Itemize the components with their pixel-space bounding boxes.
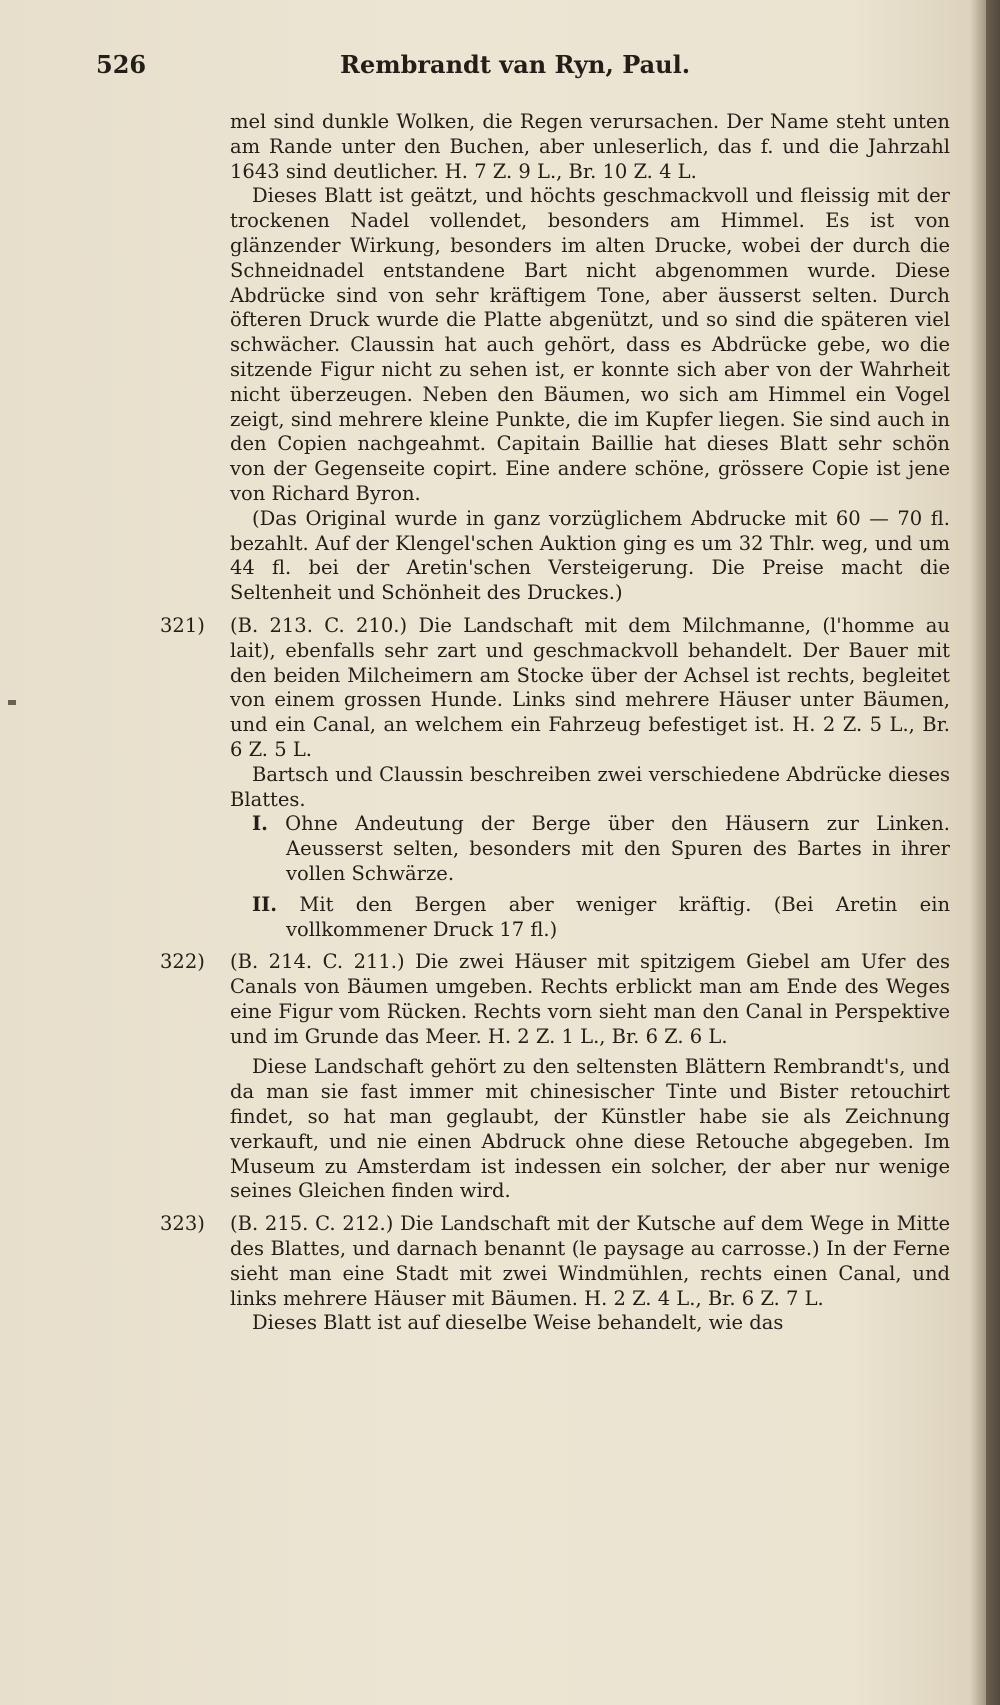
- entry-description: (B. 215. C. 212.) Die Landschaft mit der Kutsche auf dem Wege in Mitte des Blattes, und darnach benannt (le paysage au carrosse.) In der Ferne sieht man eine Stadt mit zwei Windmühlen, rechts einen Canal, und links mehrere Häuser mit Bäumen. H. 2 Z. 4 L., Br. 6 Z. 7 L.: [230, 1212, 950, 1310]
- page-header: [0, 50, 1000, 90]
- intro-paragraph: mel sind dunkle Wolken, die Regen verursachen. Der Name steht unten am Rande unter den Buchen, aber unleserlich, das f. und die Jahrzahl 1643 sind deutlicher. H. 7 Z. 9 L., Br. 10 Z. 4 L.: [230, 110, 950, 183]
- entry-number: 322): [160, 950, 205, 974]
- entry-description: (B. 214. C. 211.) Die zwei Häuser mit spitzigem Giebel am Ufer des Canals von Bäumen umgeben. Rechts erblickt man am Ende des Weges eine Figur vom Rücken. Rechts vorn sieht man den Canal in Perspektive und im Grunde das Meer. H. 2 Z. 1 L., Br. 6 Z. 6 L.: [230, 950, 950, 1048]
- catalog-entry-323: [160, 1212, 950, 1336]
- entry-note: Bartsch und Claussin beschreiben zwei verschiedene Abdrücke dieses Blattes.: [230, 762, 950, 811]
- state-roman: II.: [252, 892, 278, 916]
- state-text: Ohne Andeutung der Berge über den Häusern zur Linken. Aeusserst selten, besonders mit den Spuren des Bartes in ihrer vollen Schwärze.: [285, 812, 950, 885]
- state-list: [252, 812, 950, 942]
- page-edge: [986, 0, 1000, 1705]
- catalog-entry-322: [160, 950, 950, 1204]
- catalog-entry-321: [160, 613, 951, 942]
- running-title: Rembrandt van Ryn, Paul.: [340, 50, 691, 79]
- state-item: [252, 893, 950, 943]
- margin-mark: [8, 700, 16, 705]
- entry-note: Dieses Blatt ist auf dieselbe Weise behandelt, wie das: [252, 1311, 784, 1335]
- state-text: Mit den Bergen aber weniger kräftig. (Bei Aretin ein vollkommener Druck 17 fl.): [286, 892, 951, 941]
- body-text: [160, 110, 951, 1336]
- entry-number: 323): [160, 1212, 205, 1236]
- entry-number: 321): [160, 613, 205, 637]
- page-number: 526: [96, 50, 147, 79]
- state-item: [252, 812, 950, 886]
- entry-description: (B. 213. C. 210.) Die Landschaft mit dem Milchmanne, (l'homme au lait), ebenfalls sehr zart und geschmackvoll behandelt. Der Bauer mit den beiden Milcheimern am Stocke über der Achsel ist rechts, begleitet von einem grossen Hunde. Links sind mehrere Häuser unter Bäumen, und ein Canal, an welchem ein Fahrzeug befestiget ist. H. 2 Z. 5 L., Br. 6 Z. 5 L.: [230, 613, 950, 761]
- entry-note: Diese Landschaft gehört zu den seltensten Blättern Rembrandt's, und da man sie fast immer mit chinesischer Tinte und Bister retouchirt findet, so hat man geglaubt, der Künstler habe sie als Zeichnung verkauft, und nie einen Abdruck ohne diese Retouche abgegeben. Im Museum zu Amsterdam ist indessen ein solcher, der aber nur wenige seines Gleichen finden wird.: [230, 1055, 950, 1203]
- intro-paragraph: Dieses Blatt ist geätzt, und höchts geschmackvoll und fleissig mit der trockenen Nadel vollendet, besonders am Himmel. Es ist von glänzender Wirkung, besonders im alten Drucke, wobei der durch die Schneidnadel entstandene Bart nicht abgenommen wurde. Diese Abdrücke sind von sehr kräftigem Tone, aber äusserst selten. Durch öfteren Druck wurde die Platte abgenützt, und so sind die späteren viel schwächer. Claussin hat auch gehört, dass es Abdrücke gebe, wo die sitzende Figur nicht zu sehen ist, er konnte sich aber von der Wahrheit nicht überzeugen. Neben den Bäumen, wo sich am Himmel ein Vogel zeigt, sind mehrere kleine Punkte, die im Kupfer liegen. Sie sind auch in den Copien nachgeahmt. Capitain Baillie hat dieses Blatt sehr schön von der Gegenseite copirt. Eine andere schöne, grössere Copie ist jene von Richard Byron.: [230, 184, 950, 505]
- intro-paragraph: (Das Original wurde in ganz vorzüglichem Abdrucke mit 60 — 70 fl. bezahlt. Auf der Klengel'schen Auktion ging es um 32 Thlr. weg, und um 44 fl. bei der Aretin'schen Versteigerung. Die Preise macht die Seltenheit und Schönheit des Druckes.): [230, 506, 950, 605]
- state-roman: I.: [252, 812, 268, 836]
